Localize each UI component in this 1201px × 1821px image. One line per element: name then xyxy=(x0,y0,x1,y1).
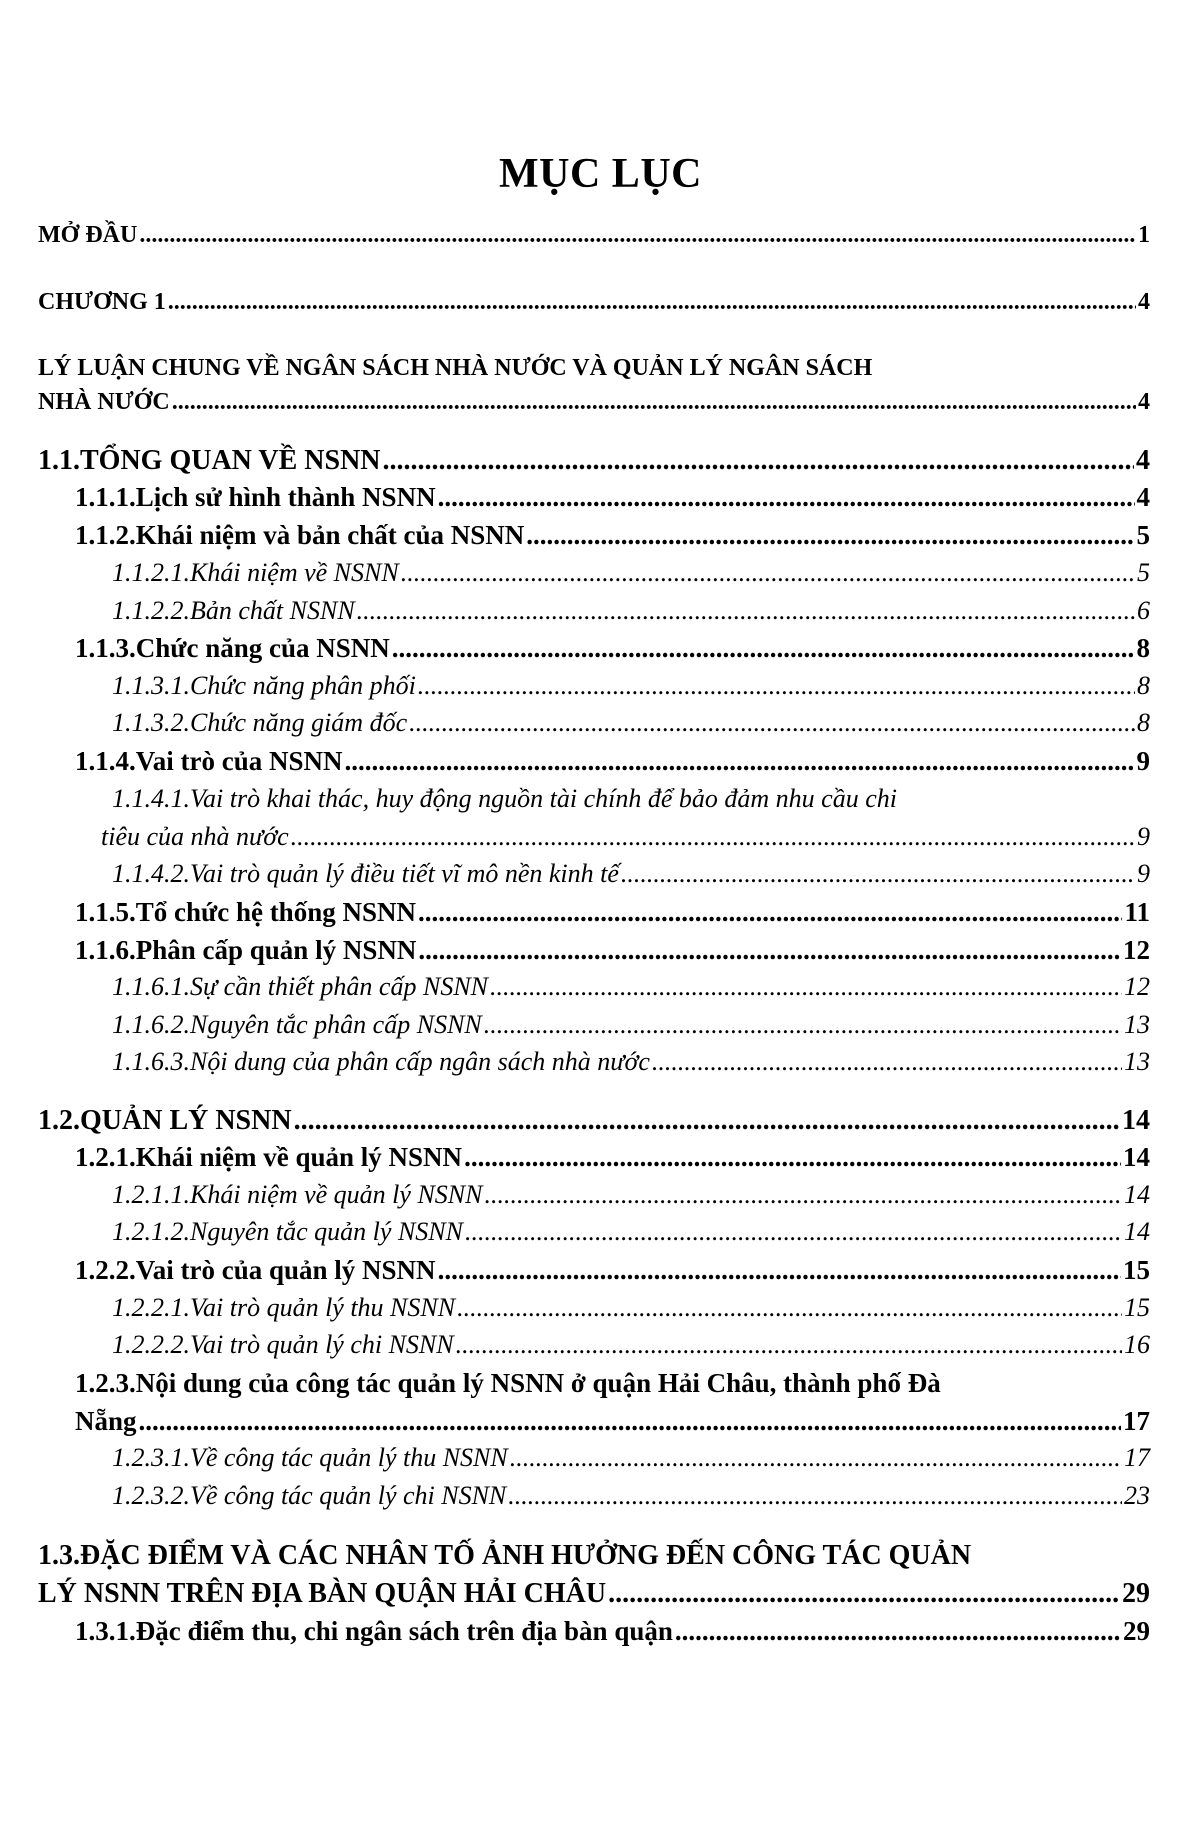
dot-leader xyxy=(418,671,1135,701)
toc-entry-text: 1.2.2.1.Vai trò quản lý thu NSNN xyxy=(112,1293,456,1322)
toc-entry[interactable] xyxy=(112,972,1150,1002)
toc-entry-text: 1.1.4.2.Vai trò quản lý điều tiết vĩ mô nền kinh tế xyxy=(112,859,619,888)
toc-entry-text: 1.1.3.2.Chức năng giám đốc xyxy=(112,708,408,737)
toc-entry-text: 1.2.1.1.Khái niệm về quản lý NSNN xyxy=(112,1180,483,1209)
dot-leader xyxy=(345,746,1135,777)
toc-entry[interactable] xyxy=(75,482,1150,513)
toc-entry[interactable] xyxy=(112,1047,1150,1077)
toc-entry[interactable] xyxy=(75,1616,1150,1647)
toc-entry-text: 1.1.1.Lịch sử hình thành NSNN xyxy=(75,482,436,512)
page-title: MỤC LỤC xyxy=(499,151,702,197)
toc-entry-line1[interactable]: 1.3.ĐẶC ĐIỂM VÀ CÁC NHÂN TỐ ẢNH HƯỞNG ĐẾN CÔNG TÁC QUẢN xyxy=(38,1540,972,1571)
toc-entry-text: 1.2.3.1.Về công tác quản lý thu NSNN xyxy=(112,1443,508,1472)
toc-entry-text: CHƯƠNG 1 xyxy=(38,289,166,315)
toc-entry-text: 1.1.3.Chức năng của NSNN xyxy=(75,633,390,663)
toc-entry-page: 9 xyxy=(1136,746,1150,776)
toc-entry-text: MỞ ĐẦU xyxy=(38,222,138,248)
toc-entry-page: 4 xyxy=(1136,445,1150,476)
toc-entry-page: 12 xyxy=(1124,972,1150,1001)
toc-entry-page: 29 xyxy=(1123,1616,1150,1646)
dot-leader xyxy=(465,1217,1122,1247)
toc-entry[interactable] xyxy=(75,633,1150,664)
toc-entry[interactable] xyxy=(112,1330,1150,1360)
toc-entry-page: 5 xyxy=(1137,558,1150,587)
toc-entry-text: 1.1.5.Tổ chức hệ thống NSNN xyxy=(75,897,416,927)
toc-entry-page: 14 xyxy=(1122,1105,1150,1136)
toc-entry-page: 13 xyxy=(1124,1010,1150,1039)
toc-entry-text: 1.2.QUẢN LÝ NSNN xyxy=(38,1105,292,1136)
dot-leader xyxy=(621,859,1135,889)
toc-entry-line1[interactable]: 1.1.4.1.Vai trò khai thác, huy động nguồn tài chính để bảo đảm nhu cầu chi xyxy=(112,784,897,813)
toc-entry-text: 1.1.6.1.Sự cần thiết phân cấp NSNN xyxy=(112,972,488,1001)
toc-entry[interactable] xyxy=(112,1443,1150,1473)
toc-entry-text: 1.1.2.1.Khái niệm về NSNN xyxy=(112,558,399,587)
toc-entry[interactable] xyxy=(38,389,1150,416)
dot-leader xyxy=(526,520,1134,551)
toc-entry-page: 8 xyxy=(1137,671,1150,700)
dot-leader xyxy=(438,482,1135,513)
toc-entry-text: 1.1.6.3.Nội dung của phân cấp ngân sách nhà nước xyxy=(112,1047,650,1076)
toc-entry[interactable] xyxy=(101,822,1150,852)
dot-leader xyxy=(608,1578,1120,1610)
dot-leader xyxy=(457,1293,1122,1323)
toc-entry-page: 14 xyxy=(1124,1217,1150,1246)
toc-entry[interactable] xyxy=(75,520,1150,551)
dot-leader xyxy=(294,1105,1120,1137)
toc-entry-page: 9 xyxy=(1137,859,1150,888)
toc-entry-page: 12 xyxy=(1123,935,1150,965)
toc-entry-page: 8 xyxy=(1136,633,1150,663)
toc-entry[interactable] xyxy=(112,596,1150,626)
toc-entry-page: 6 xyxy=(1137,596,1150,625)
dot-leader xyxy=(490,972,1122,1002)
toc-entry-text: 1.2.2.Vai trò của quản lý NSNN xyxy=(75,1255,436,1285)
toc-entry-line1[interactable]: LÝ LUẬN CHUNG VỀ NGÂN SÁCH NHÀ NƯỚC VÀ QUẢN LÝ NGÂN SÁCH xyxy=(38,355,873,381)
toc-entry[interactable] xyxy=(112,1481,1150,1511)
toc-entry-text: 1.1.6.Phân cấp quản lý NSNN xyxy=(75,935,417,965)
dot-leader xyxy=(139,222,1136,249)
dot-leader xyxy=(418,935,1121,966)
toc-entry-page: 9 xyxy=(1137,822,1150,851)
dot-leader xyxy=(291,822,1135,852)
toc-entry-text: 1.1.2.Khái niệm và bản chất của NSNN xyxy=(75,520,525,550)
toc-entry[interactable] xyxy=(38,1105,1150,1137)
toc-entry-page: 17 xyxy=(1123,1406,1150,1436)
toc-entry-text: 1.2.2.2.Vai trò quản lý chi NSNN xyxy=(112,1330,454,1359)
toc-entry[interactable] xyxy=(112,708,1150,738)
dot-leader xyxy=(438,1255,1121,1286)
toc-entry-page: 29 xyxy=(1122,1578,1150,1609)
toc-entry-page: 4 xyxy=(1136,482,1150,512)
toc-entry-page: 4 xyxy=(1138,289,1150,315)
toc-entry[interactable] xyxy=(112,1010,1150,1040)
toc-entry[interactable] xyxy=(38,445,1150,477)
toc-entry[interactable] xyxy=(38,289,1150,316)
toc-entry-page: 4 xyxy=(1138,389,1150,415)
dot-leader xyxy=(675,1616,1121,1647)
dot-leader xyxy=(357,596,1135,626)
dot-leader xyxy=(464,1142,1121,1173)
toc-entry-page: 15 xyxy=(1124,1293,1150,1322)
toc-entry-text: tiêu của nhà nước xyxy=(101,822,289,851)
toc-entry-page: 8 xyxy=(1137,708,1150,737)
toc-entry-page: 15 xyxy=(1123,1255,1150,1285)
toc-entry[interactable] xyxy=(112,671,1150,701)
dot-leader xyxy=(168,289,1136,316)
toc-entry-page: 1 xyxy=(1138,222,1150,248)
toc-entry[interactable] xyxy=(38,222,1150,249)
toc-entry-page: 17 xyxy=(1124,1443,1150,1472)
dot-leader xyxy=(652,1047,1122,1077)
dot-leader xyxy=(392,633,1135,664)
toc-entry-text: 1.2.1.2.Nguyên tắc quản lý NSNN xyxy=(112,1217,463,1246)
toc-entry[interactable] xyxy=(75,897,1150,928)
toc-entry[interactable] xyxy=(75,1255,1150,1286)
toc-entry[interactable] xyxy=(75,1406,1150,1437)
toc-entry-text: LÝ NSNN TRÊN ĐỊA BÀN QUẬN HẢI CHÂU xyxy=(38,1578,607,1609)
dot-leader xyxy=(456,1330,1122,1360)
toc-entry-text: NHÀ NƯỚC xyxy=(38,389,170,415)
dot-leader xyxy=(484,1180,1122,1210)
toc-entry[interactable] xyxy=(112,558,1150,588)
toc-entry-text: 1.1.6.2.Nguyên tắc phân cấp NSNN xyxy=(112,1010,482,1039)
toc-entry-page: 13 xyxy=(1124,1047,1150,1076)
toc-entry-text: 1.1.TỔNG QUAN VỀ NSNN xyxy=(38,445,381,476)
toc-entry[interactable] xyxy=(75,746,1150,777)
toc-entry-text: 1.2.3.2.Về công tác quản lý chi NSNN xyxy=(112,1481,507,1510)
dot-leader xyxy=(508,1481,1122,1511)
toc-entry-page: 23 xyxy=(1124,1481,1150,1510)
dot-leader xyxy=(484,1010,1122,1040)
toc-entry-text: 1.2.1.Khái niệm về quản lý NSNN xyxy=(75,1142,463,1172)
toc-entry[interactable] xyxy=(75,935,1150,966)
dot-leader xyxy=(172,389,1136,416)
toc-entry-page: 16 xyxy=(1124,1330,1150,1359)
toc-entry-page: 11 xyxy=(1124,897,1150,927)
dot-leader xyxy=(418,897,1123,928)
toc-entry-text: 1.1.2.2.Bản chất NSNN xyxy=(112,596,355,625)
toc-entry-page: 14 xyxy=(1124,1180,1150,1209)
dot-leader xyxy=(510,1443,1122,1473)
dot-leader xyxy=(401,558,1135,588)
dot-leader xyxy=(383,445,1134,477)
toc-entry-page: 5 xyxy=(1136,520,1150,550)
toc-entry-text: 1.3.1.Đặc điểm thu, chi ngân sách trên địa bàn quận xyxy=(75,1616,673,1646)
toc-entry-page: 14 xyxy=(1123,1142,1150,1172)
dot-leader xyxy=(409,708,1135,738)
toc-entry-text: Nẵng xyxy=(75,1406,137,1436)
toc-entry[interactable] xyxy=(38,1578,1150,1610)
toc-entry[interactable] xyxy=(112,1217,1150,1247)
dot-leader xyxy=(139,1406,1121,1437)
toc-entry[interactable] xyxy=(112,1293,1150,1323)
toc-entry[interactable] xyxy=(112,1180,1150,1210)
toc-entry[interactable] xyxy=(112,859,1150,889)
toc-entry-text: 1.1.4.Vai trò của NSNN xyxy=(75,746,343,776)
toc-entry-text: 1.1.3.1.Chức năng phân phối xyxy=(112,671,416,700)
toc-entry[interactable] xyxy=(75,1142,1150,1173)
toc-entry-line1[interactable]: 1.2.3.Nội dung của công tác quản lý NSNN ở quận Hải Châu, thành phố Đà xyxy=(75,1368,941,1398)
